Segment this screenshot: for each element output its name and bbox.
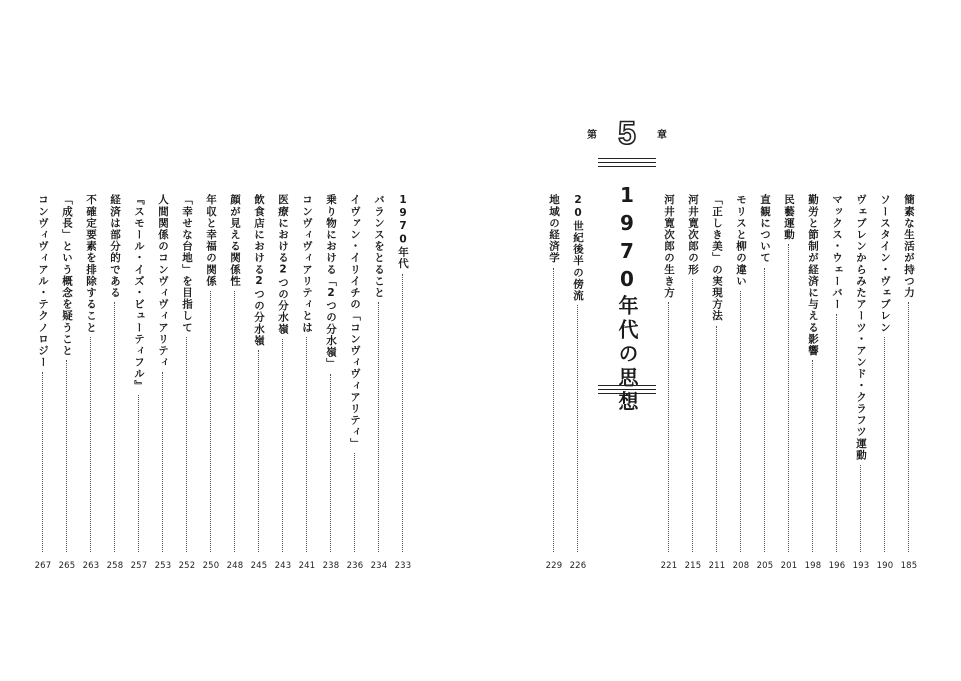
toc-entry-title: モリスと柳の違い bbox=[735, 194, 747, 287]
leader-dots bbox=[354, 453, 355, 552]
toc-entry-title: バランスをとること bbox=[373, 194, 385, 299]
toc-entry-page: 190 bbox=[876, 561, 894, 571]
toc-entry-page: 208 bbox=[732, 561, 750, 571]
toc-entry-page: 236 bbox=[346, 561, 364, 571]
toc-entry[interactable] bbox=[394, 194, 412, 576]
leader-dots bbox=[553, 268, 554, 552]
toc-entry-title: ソースタイン・ヴェブレン bbox=[879, 194, 891, 334]
leader-dots bbox=[90, 337, 91, 552]
toc-entry-page: 248 bbox=[226, 561, 244, 571]
toc-entry-page: 229 bbox=[545, 561, 563, 571]
leader-dots bbox=[186, 337, 187, 552]
leader-dots bbox=[884, 337, 885, 552]
leader-dots bbox=[42, 372, 43, 552]
toc-entry-page: 265 bbox=[58, 561, 76, 571]
toc-entry[interactable] bbox=[370, 194, 388, 576]
toc-entry-page: 252 bbox=[178, 561, 196, 571]
toc-entry[interactable] bbox=[804, 194, 822, 576]
toc-entry-page: 185 bbox=[900, 561, 918, 571]
toc-entry-page: 250 bbox=[202, 561, 220, 571]
leader-dots bbox=[378, 302, 379, 552]
toc-entry-page: 258 bbox=[106, 561, 124, 571]
leader-dots bbox=[860, 465, 861, 552]
toc-entry-page: 205 bbox=[756, 561, 774, 571]
toc-entry-title: 20世紀後半の傍流 bbox=[572, 194, 584, 302]
toc-entry-page: 221 bbox=[660, 561, 678, 571]
toc-entry-page: 263 bbox=[82, 561, 100, 571]
toc-entry[interactable] bbox=[756, 194, 774, 576]
divider bbox=[598, 389, 656, 390]
leader-dots bbox=[788, 244, 789, 552]
leader-dots bbox=[282, 339, 283, 552]
toc-entry-title: ヴェブレンからみたアーツ・アンド・クラフツ運動 bbox=[855, 194, 867, 461]
toc-entry-title: 年収と幸福の関係 bbox=[205, 194, 217, 287]
toc-entry[interactable] bbox=[34, 194, 52, 576]
divider bbox=[598, 166, 656, 167]
leader-dots bbox=[577, 305, 578, 552]
toc-entry-page: 238 bbox=[322, 561, 340, 571]
leader-dots bbox=[908, 302, 909, 552]
leader-dots bbox=[836, 314, 837, 552]
divider bbox=[598, 393, 656, 394]
toc-entry[interactable] bbox=[684, 194, 702, 576]
divider bbox=[598, 385, 656, 386]
toc-entry-title: 不確定要素を排除すること bbox=[85, 194, 97, 334]
toc-entry-title: 医療における2つの分水嶺 bbox=[277, 194, 289, 335]
leader-dots bbox=[258, 350, 259, 552]
toc-entry[interactable] bbox=[154, 194, 172, 576]
leader-dots bbox=[692, 279, 693, 552]
toc-entry[interactable] bbox=[780, 194, 798, 576]
leader-dots bbox=[716, 326, 717, 552]
toc-entry[interactable] bbox=[226, 194, 244, 576]
toc-entry-title: 乗り物における「2つの分水嶺」 bbox=[325, 194, 337, 370]
left-page bbox=[0, 0, 480, 681]
leader-dots bbox=[330, 374, 331, 553]
leader-dots bbox=[138, 395, 139, 552]
toc-entry-title: イヴァン・イリイチの「コンヴィヴィアリティ」 bbox=[349, 194, 361, 450]
toc-entry-title: 経済は部分的である bbox=[109, 194, 121, 299]
toc-entry[interactable] bbox=[58, 194, 76, 576]
toc-entry-page: 267 bbox=[34, 561, 52, 571]
toc-entry-title: マックス・ウェーバー bbox=[831, 194, 843, 310]
chapter-number: 5 bbox=[618, 115, 636, 151]
toc-entry[interactable] bbox=[900, 194, 918, 576]
toc-entry-title: 顔が見える関係性 bbox=[229, 194, 241, 287]
toc-entry-title: 民藝運動 bbox=[783, 194, 795, 241]
toc-entry-title: 1970年代 bbox=[397, 194, 409, 270]
leader-dots bbox=[402, 274, 403, 552]
toc-entry[interactable] bbox=[82, 194, 100, 576]
leader-dots bbox=[812, 360, 813, 552]
chapter-prefix: 第 bbox=[587, 129, 597, 141]
chapter-title: 1970年代の思想 bbox=[615, 183, 639, 415]
toc-entry-page: 193 bbox=[852, 561, 870, 571]
chapter-label bbox=[587, 115, 667, 151]
toc-entry[interactable] bbox=[274, 194, 292, 576]
leader-dots bbox=[740, 291, 741, 552]
toc-entry-page: 196 bbox=[828, 561, 846, 571]
leader-dots bbox=[764, 268, 765, 552]
toc-entry[interactable] bbox=[545, 194, 563, 576]
toc-entry-page: 245 bbox=[250, 561, 268, 571]
toc-entry[interactable] bbox=[828, 194, 846, 576]
toc-entry-page: 241 bbox=[298, 561, 316, 571]
toc-entry-title: 「幸せな台地」を目指して bbox=[181, 194, 193, 334]
toc-entry-title: 「正しき美」の実現方法 bbox=[711, 194, 723, 322]
toc-entry-title: 河井寛次郎の生き方 bbox=[663, 194, 675, 299]
leader-dots bbox=[306, 337, 307, 552]
toc-entry-title: コンヴィヴィアリティとは bbox=[301, 194, 313, 334]
toc-entry-title: 河井寛次郎の形 bbox=[687, 194, 699, 276]
toc-entry[interactable] bbox=[130, 194, 148, 576]
toc-entry[interactable] bbox=[106, 194, 124, 576]
toc-entry-page: 211 bbox=[708, 561, 726, 571]
toc-entry[interactable] bbox=[708, 194, 726, 576]
leader-dots bbox=[66, 360, 67, 552]
toc-entry-page: 226 bbox=[569, 561, 587, 571]
toc-entry-title: 人間関係のコンヴィヴィアリティ bbox=[157, 194, 169, 368]
leader-dots bbox=[668, 302, 669, 552]
toc-entry[interactable] bbox=[250, 194, 268, 576]
toc-entry[interactable] bbox=[732, 194, 750, 576]
chapter-suffix: 章 bbox=[656, 129, 667, 141]
leader-dots bbox=[210, 291, 211, 552]
toc-entry-page: 253 bbox=[154, 561, 172, 571]
toc-entry-page: 215 bbox=[684, 561, 702, 571]
toc-entry-title: 飲食店における2つの分水嶺 bbox=[253, 194, 265, 347]
toc-entry-page: 233 bbox=[394, 561, 412, 571]
toc-entry[interactable] bbox=[346, 194, 364, 576]
toc-entry-title: 直観について bbox=[759, 194, 771, 264]
toc-entry-page: 201 bbox=[780, 561, 798, 571]
right-page bbox=[481, 0, 961, 681]
toc-entry-page: 243 bbox=[274, 561, 292, 571]
toc-entry[interactable] bbox=[660, 194, 678, 576]
leader-dots bbox=[162, 372, 163, 552]
toc-entry[interactable] bbox=[298, 194, 316, 576]
toc-entry-title: 地域の経済学 bbox=[548, 194, 560, 264]
toc-entry-title: 勤労と節制が経済に与える影響 bbox=[807, 194, 819, 357]
toc-entry-title: 「成長」という概念を疑うこと bbox=[61, 194, 73, 357]
toc-entry-page: 198 bbox=[804, 561, 822, 571]
toc-entry-page: 234 bbox=[370, 561, 388, 571]
toc-entry[interactable] bbox=[569, 194, 587, 576]
toc-entry[interactable] bbox=[178, 194, 196, 576]
toc-entry[interactable] bbox=[876, 194, 894, 576]
divider bbox=[598, 158, 656, 159]
toc-entry-page: 257 bbox=[130, 561, 148, 571]
toc-entry[interactable] bbox=[202, 194, 220, 576]
toc-entry-title: コンヴィヴィアル・テクノロジー bbox=[37, 194, 49, 368]
divider bbox=[598, 162, 656, 163]
toc-entry-title: 簡素な生活が持つ力 bbox=[903, 194, 915, 299]
leader-dots bbox=[234, 291, 235, 552]
toc-entry[interactable] bbox=[852, 194, 870, 576]
toc-entry[interactable] bbox=[322, 194, 340, 576]
leader-dots bbox=[114, 302, 115, 552]
toc-entry-title: 『スモール・イズ・ビューティフル』 bbox=[133, 194, 145, 392]
